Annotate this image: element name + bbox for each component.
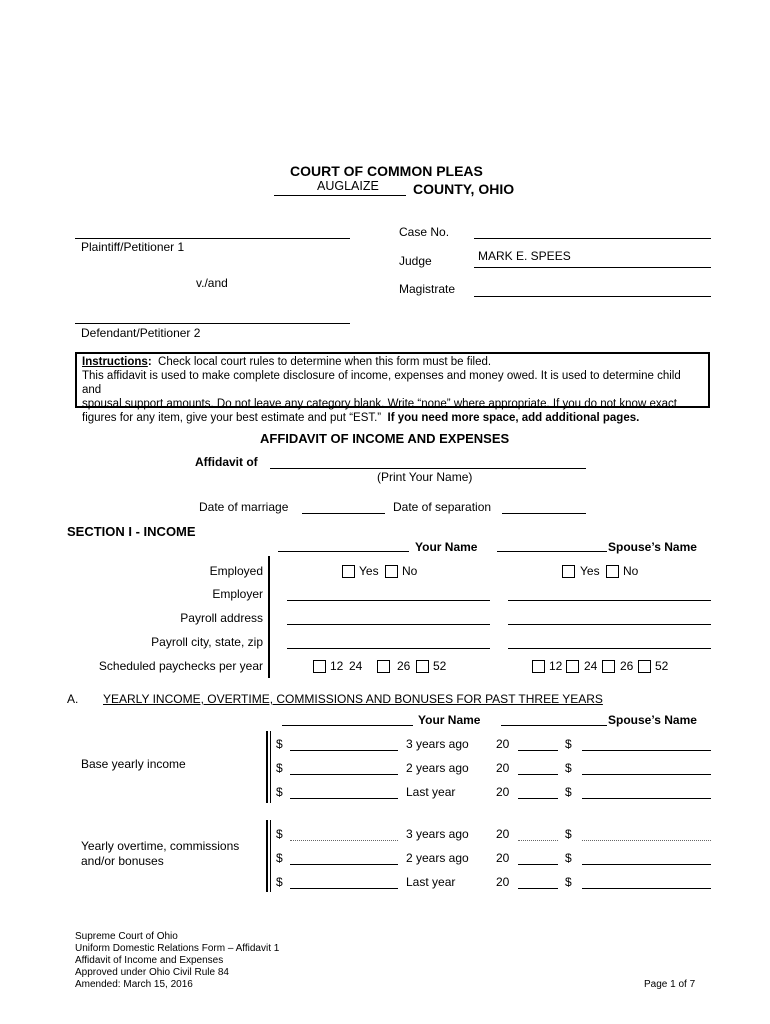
date-separation-label: Date of separation xyxy=(393,500,492,514)
spouse-payroll-address-field[interactable] xyxy=(508,624,711,625)
payroll-city-field[interactable] xyxy=(287,648,490,649)
employed-no-checkbox[interactable] xyxy=(385,565,398,578)
employer-field[interactable] xyxy=(287,600,490,601)
part-a-letter: A. xyxy=(67,692,79,706)
pay-12-label: 12 xyxy=(330,659,344,673)
judge-field[interactable] xyxy=(474,267,711,268)
spouse-name-header-line xyxy=(497,551,607,552)
defendant-label: Defendant/Petitioner 2 xyxy=(81,326,201,340)
print-name-hint: (Print Your Name) xyxy=(377,470,473,484)
part-a-your-name-header: Your Name xyxy=(418,713,481,727)
date-marriage-label: Date of marriage xyxy=(199,500,289,514)
overtime-row-2-year-field[interactable] xyxy=(518,864,558,865)
overtime-label-1: Yearly overtime, commissions xyxy=(81,839,240,853)
overtime-row-3-spouse-dollar: $ xyxy=(565,875,572,889)
base-row-1-year-label: 3 years ago xyxy=(406,737,469,751)
base-row-3-spouse-dollar: $ xyxy=(565,785,572,799)
overtime-label-2: and/or bonuses xyxy=(81,854,164,868)
part-a-title: YEARLY INCOME, OVERTIME, COMMISSIONS AND BONUSES FOR PAST THREE YEARS xyxy=(103,692,603,706)
versus-label: v./and xyxy=(196,276,228,290)
overtime-left-border xyxy=(266,820,268,892)
base-row-2-your-amount-field[interactable] xyxy=(290,774,398,775)
defendant-name-field[interactable] xyxy=(75,323,350,324)
spouse-payroll-city-field[interactable] xyxy=(508,648,711,649)
spouse-pay-24-label: 24 xyxy=(584,659,598,673)
overtime-row-3-dollar: $ xyxy=(276,875,283,889)
county-underline xyxy=(274,195,406,196)
plaintiff-name-field[interactable] xyxy=(75,238,350,239)
base-row-1-spouse-dollar: $ xyxy=(565,737,572,751)
overtime-row-3-century: 20 xyxy=(496,875,510,889)
pay-12-checkbox[interactable] xyxy=(313,660,326,673)
case-no-label: Case No. xyxy=(399,225,450,239)
employed-label: Employed xyxy=(209,564,263,578)
spouse-pay-26-label: 26 xyxy=(620,659,634,673)
base-row-2-spouse-amount-field[interactable] xyxy=(582,774,711,775)
date-marriage-field[interactable] xyxy=(302,513,385,514)
your-name-header-line xyxy=(278,551,409,552)
section1-title: SECTION I - INCOME xyxy=(67,524,196,539)
employed-yes-label: Yes xyxy=(359,564,379,578)
part-a-spouse-name-line xyxy=(501,725,607,726)
overtime-row-2-spouse-amount-field[interactable] xyxy=(582,864,711,865)
pay-24-checkbox[interactable] xyxy=(377,660,390,673)
overtime-row-3-year-field[interactable] xyxy=(518,888,558,889)
base-income-label: Base yearly income xyxy=(81,757,186,771)
pay-26-checkbox[interactable] xyxy=(416,660,429,673)
base-row-3-your-amount-field[interactable] xyxy=(290,798,398,799)
plaintiff-label: Plaintiff/Petitioner 1 xyxy=(81,240,185,254)
base-income-left-border xyxy=(266,731,268,803)
pay-52-label: 52 xyxy=(433,659,447,673)
base-row-1-century: 20 xyxy=(496,737,510,751)
base-row-2-year-label: 2 years ago xyxy=(406,761,469,775)
footer-line2: Uniform Domestic Relations Form – Affidavit 1 xyxy=(75,943,280,954)
your-name-header: Your Name xyxy=(415,540,478,554)
pay-24-label: 24 xyxy=(349,659,363,673)
affidavit-title: AFFIDAVIT OF INCOME AND EXPENSES xyxy=(260,431,510,446)
page-number: Page 1 of 7 xyxy=(644,979,696,990)
spouse-employed-yes-checkbox[interactable] xyxy=(562,565,575,578)
overtime-row-2-spouse-dollar: $ xyxy=(565,851,572,865)
base-row-3-year-field[interactable] xyxy=(518,798,558,799)
court-title: COURT OF COMMON PLEAS xyxy=(290,163,483,179)
base-row-1-dollar: $ xyxy=(276,737,283,751)
section1-left-border xyxy=(268,556,270,678)
overtime-row-3-spouse-amount-field[interactable] xyxy=(582,888,711,889)
overtime-row-1-year-label: 3 years ago xyxy=(406,827,469,841)
spouse-pay-12-checkbox[interactable] xyxy=(532,660,545,673)
base-row-1-your-amount-field[interactable] xyxy=(290,750,398,751)
affidavit-of-label: Affidavit of xyxy=(195,455,258,469)
overtime-row-1-your-amount-field[interactable] xyxy=(290,840,398,841)
employed-no-label: No xyxy=(402,564,418,578)
county-label: COUNTY, OHIO xyxy=(413,181,515,197)
instructions-line4-bold: If you need more space, add additional pages. xyxy=(387,412,640,424)
base-row-2-century: 20 xyxy=(496,761,510,775)
spouse-name-header: Spouse’s Name xyxy=(608,540,697,554)
payroll-address-field[interactable] xyxy=(287,624,490,625)
overtime-row-2-dollar: $ xyxy=(276,851,283,865)
employed-yes-checkbox[interactable] xyxy=(342,565,355,578)
affidavit-name-field[interactable] xyxy=(270,468,586,469)
base-row-3-spouse-amount-field[interactable] xyxy=(582,798,711,799)
magistrate-label: Magistrate xyxy=(399,282,456,296)
instructions-line2: This affidavit is used to make complete disclosure of income, expenses and money owed. It is used to determine child and xyxy=(82,370,681,396)
instructions-line1: Check local court rules to determine when this form must be filed. xyxy=(158,356,492,368)
base-row-3-century: 20 xyxy=(496,785,510,799)
magistrate-field[interactable] xyxy=(474,296,711,297)
overtime-row-2-year-label: 2 years ago xyxy=(406,851,469,865)
paychecks-label: Scheduled paychecks per year xyxy=(98,659,263,673)
spouse-pay-52-label: 52 xyxy=(655,659,669,673)
footer-line4: Approved under Ohio Civil Rule 84 xyxy=(75,967,229,978)
employer-label: Employer xyxy=(212,587,263,601)
judge-label: Judge xyxy=(399,254,432,268)
overtime-row-1-dollar: $ xyxy=(276,827,283,841)
part-a-spouse-name-header: Spouse’s Name xyxy=(608,713,697,727)
instructions-line4: figures for any item, give your best estimate and put “EST.” xyxy=(82,412,382,424)
overtime-row-2-your-amount-field[interactable] xyxy=(290,864,398,865)
overtime-left-border-inner xyxy=(270,820,271,892)
spouse-pay-24-checkbox[interactable] xyxy=(566,660,579,673)
overtime-row-3-your-amount-field[interactable] xyxy=(290,888,398,889)
overtime-row-3-year-label: Last year xyxy=(406,875,456,889)
instructions-title: Instructions xyxy=(82,356,148,368)
case-no-field[interactable] xyxy=(474,238,711,239)
payroll-city-label: Payroll city, state, zip xyxy=(151,635,263,649)
spouse-employed-no-checkbox[interactable] xyxy=(606,565,619,578)
payroll-address-label: Payroll address xyxy=(180,611,263,625)
overtime-row-1-century: 20 xyxy=(496,827,510,841)
footer-line3: Affidavit of Income and Expenses xyxy=(75,955,224,966)
base-income-left-border-inner xyxy=(270,731,271,803)
spouse-employer-field[interactable] xyxy=(508,600,711,601)
overtime-row-2-century: 20 xyxy=(496,851,510,865)
base-row-1-year-field[interactable] xyxy=(518,750,558,751)
base-row-3-year-label: Last year xyxy=(406,785,456,799)
spouse-pay-26-checkbox[interactable] xyxy=(602,660,615,673)
base-row-1-spouse-amount-field[interactable] xyxy=(582,750,711,751)
pay-26-label: 26 xyxy=(397,659,411,673)
overtime-row-1-spouse-amount-field[interactable] xyxy=(582,840,711,841)
footer-line5: Amended: March 15, 2016 xyxy=(75,979,193,990)
county-value: AUGLAIZE xyxy=(317,179,379,193)
spouse-pay-12-label: 12 xyxy=(549,659,563,673)
spouse-employed-yes-label: Yes xyxy=(580,564,600,578)
base-row-2-year-field[interactable] xyxy=(518,774,558,775)
instructions-box: Instructions: Check local court rules to determine when this form must be filed. This affidavit is used to make complete disclosure of income, expenses and money owed. It is used to determine child and spousal support amounts. Do not leave any category blank. Write “none” where appropriate. If you do not know exact figures for any item, give your best estimate and put “EST.” If you need more space, add additional pages. xyxy=(75,352,710,408)
judge-value: MARK E. SPEES xyxy=(478,249,571,263)
spouse-pay-52-checkbox[interactable] xyxy=(638,660,651,673)
footer-line1: Supreme Court of Ohio xyxy=(75,931,178,942)
overtime-row-1-spouse-dollar: $ xyxy=(565,827,572,841)
instructions-line3: spousal support amounts. Do not leave any category blank. Write “none” where appropriate. If you do not know exact xyxy=(82,398,677,410)
base-row-2-dollar: $ xyxy=(276,761,283,775)
part-a-your-name-line xyxy=(282,725,413,726)
date-separation-field[interactable] xyxy=(502,513,586,514)
base-row-3-dollar: $ xyxy=(276,785,283,799)
spouse-employed-no-label: No xyxy=(623,564,639,578)
overtime-row-1-year-field[interactable] xyxy=(518,840,558,841)
base-row-2-spouse-dollar: $ xyxy=(565,761,572,775)
